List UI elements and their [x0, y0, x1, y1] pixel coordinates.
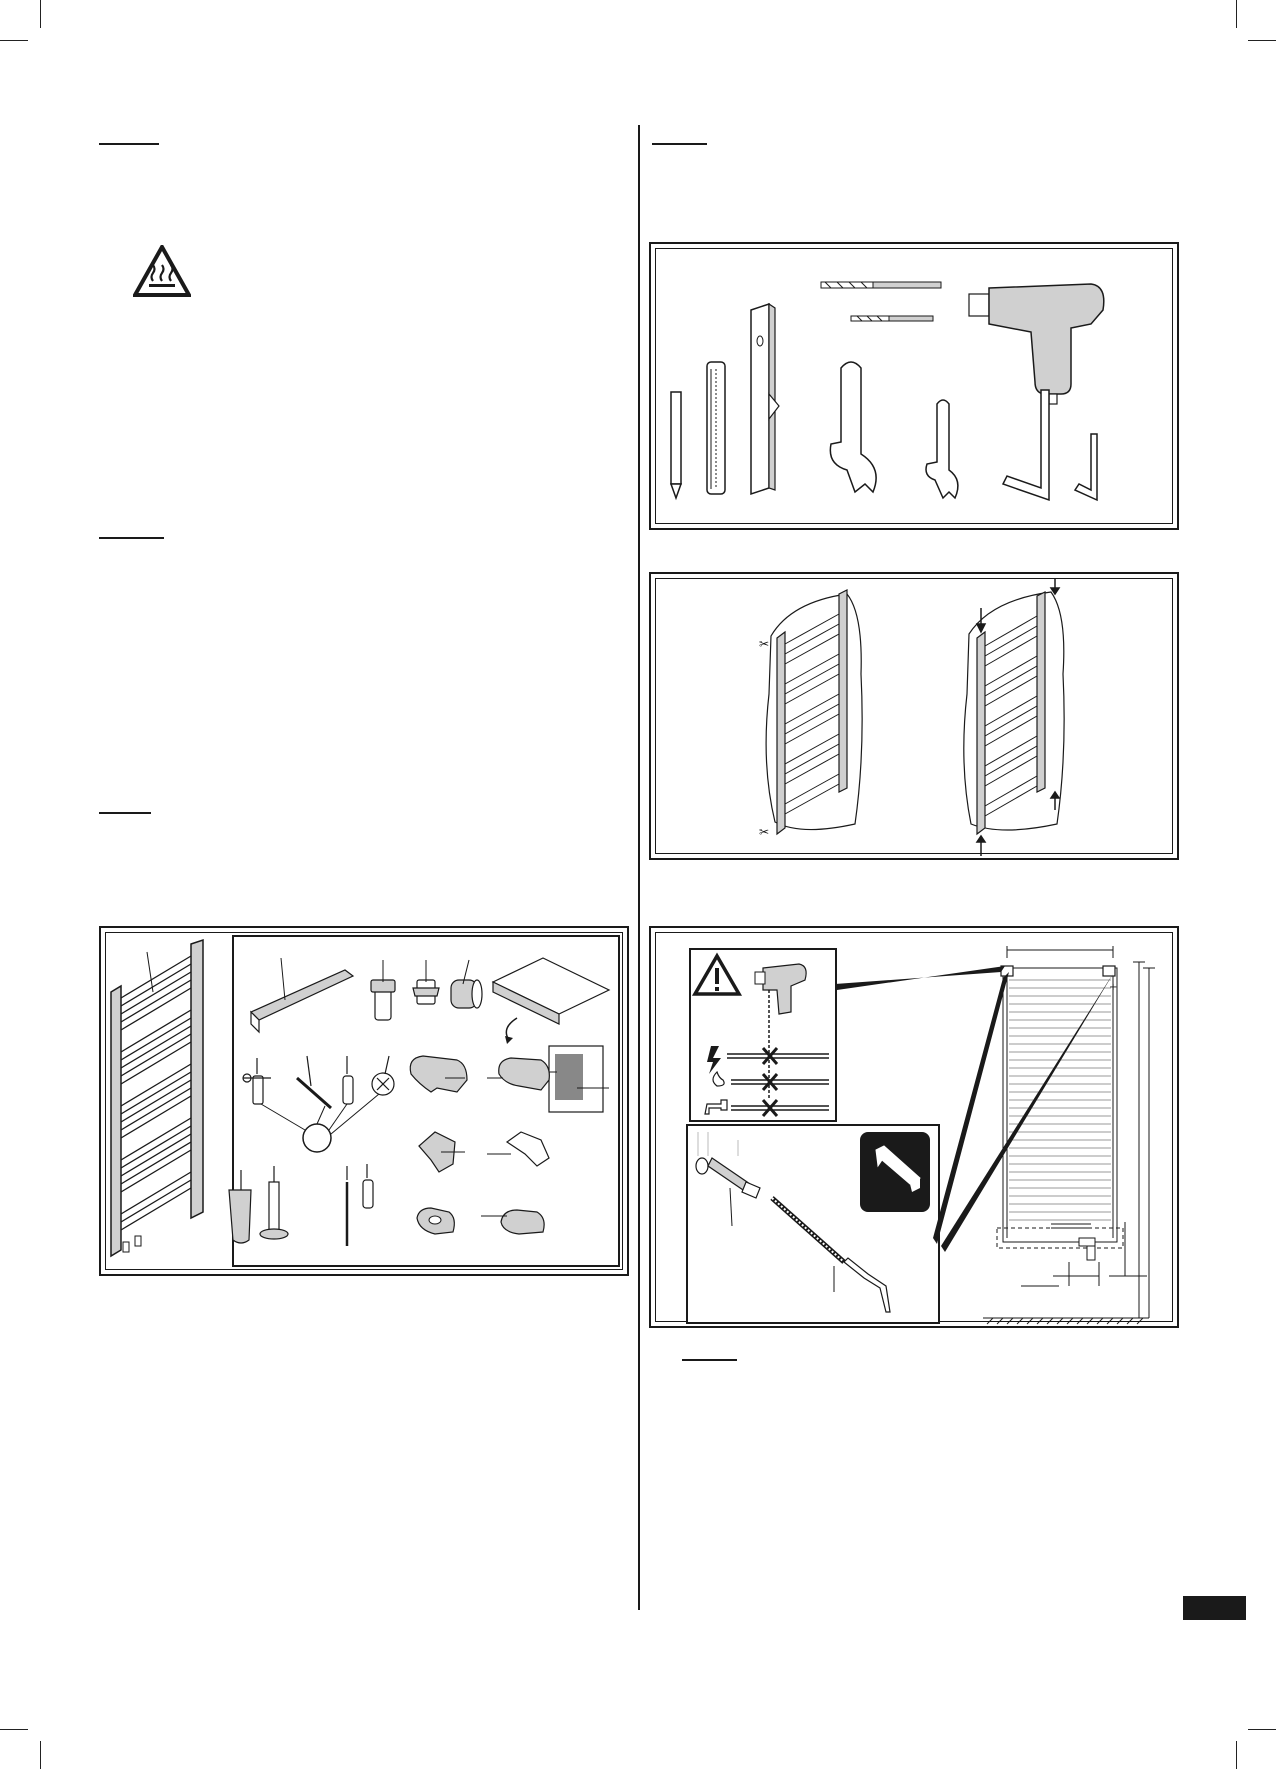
mounting-dimension-drawing	[651, 928, 1177, 1326]
spirit-level-icon	[751, 304, 779, 494]
section-heading-underline-3	[99, 812, 151, 814]
crop-mark-br-h	[1248, 1729, 1276, 1730]
cover-clip-1	[417, 1208, 454, 1234]
hex-key-small-icon	[1075, 434, 1097, 500]
crop-mark-tr-v	[1236, 0, 1237, 28]
tools-panel	[649, 242, 1179, 530]
valve-fitting-1	[371, 960, 395, 1020]
wrapped-radiator-right	[964, 578, 1064, 856]
washer-part	[372, 1056, 394, 1095]
dowel-part	[363, 1164, 373, 1208]
svg-text:✂: ✂	[759, 825, 770, 839]
packaging-box-part	[493, 958, 609, 1044]
crop-mark-tl-v	[40, 0, 41, 28]
section-heading-underline-2	[99, 537, 164, 539]
wrapped-radiator-left	[759, 590, 862, 839]
crop-mark-bl-v	[40, 1741, 41, 1769]
tools-illustration	[651, 244, 1177, 528]
bracket-1	[419, 1132, 465, 1172]
drill-bit-large-icon	[821, 282, 941, 288]
drill-bit-small-icon	[851, 316, 933, 321]
valve-fitting-2	[413, 960, 439, 1004]
floor-hatching	[983, 1318, 1149, 1324]
hex-key-large-icon	[1003, 390, 1049, 500]
pencil-icon	[671, 392, 681, 498]
crop-mark-bl-h	[0, 1729, 28, 1730]
radiator-illustration	[111, 940, 203, 1256]
hot-surface-warning-icon	[133, 245, 191, 297]
crop-mark-br-v	[1236, 1741, 1237, 1769]
section-heading-underline-4	[652, 143, 707, 145]
section-heading-underline-5	[682, 1359, 737, 1361]
valve-fitting-3	[451, 960, 482, 1008]
radiator-outline	[1003, 968, 1117, 1242]
column-divider	[638, 125, 640, 1610]
threaded-rod-part	[297, 1056, 331, 1108]
unpacking-panel	[649, 572, 1179, 860]
folding-ruler-icon	[707, 362, 725, 494]
cover-clip-2	[481, 1210, 544, 1234]
power-drill-icon	[969, 284, 1104, 404]
radiator-bars	[1009, 980, 1111, 1220]
page-number-tab	[1183, 1596, 1246, 1620]
end-cap-2	[487, 1058, 549, 1090]
callout-circle	[303, 1124, 331, 1152]
crop-mark-tr-h	[1248, 40, 1276, 41]
section-heading-underline-1	[99, 143, 159, 145]
cover-profile-part	[251, 958, 353, 1032]
wrench-small-icon	[926, 400, 958, 498]
bracket-screw-part	[243, 1058, 271, 1104]
wrench-large-icon	[830, 362, 876, 492]
mounting-panel	[649, 926, 1179, 1328]
wall-plug-part	[343, 1056, 353, 1104]
crop-mark-tl-h	[0, 40, 28, 41]
svg-text:+: +	[1109, 982, 1118, 993]
unpacking-illustration	[651, 574, 1177, 858]
svg-text:✂: ✂	[759, 637, 770, 651]
cover-dashed-outline	[997, 1228, 1123, 1248]
long-bolt-part	[260, 1166, 288, 1239]
bracket-2	[487, 1132, 549, 1166]
end-cap-1	[410, 1056, 467, 1092]
contents-panel	[99, 926, 629, 1276]
contents-illustration	[101, 928, 627, 1274]
callout-wedges	[835, 966, 1113, 1252]
